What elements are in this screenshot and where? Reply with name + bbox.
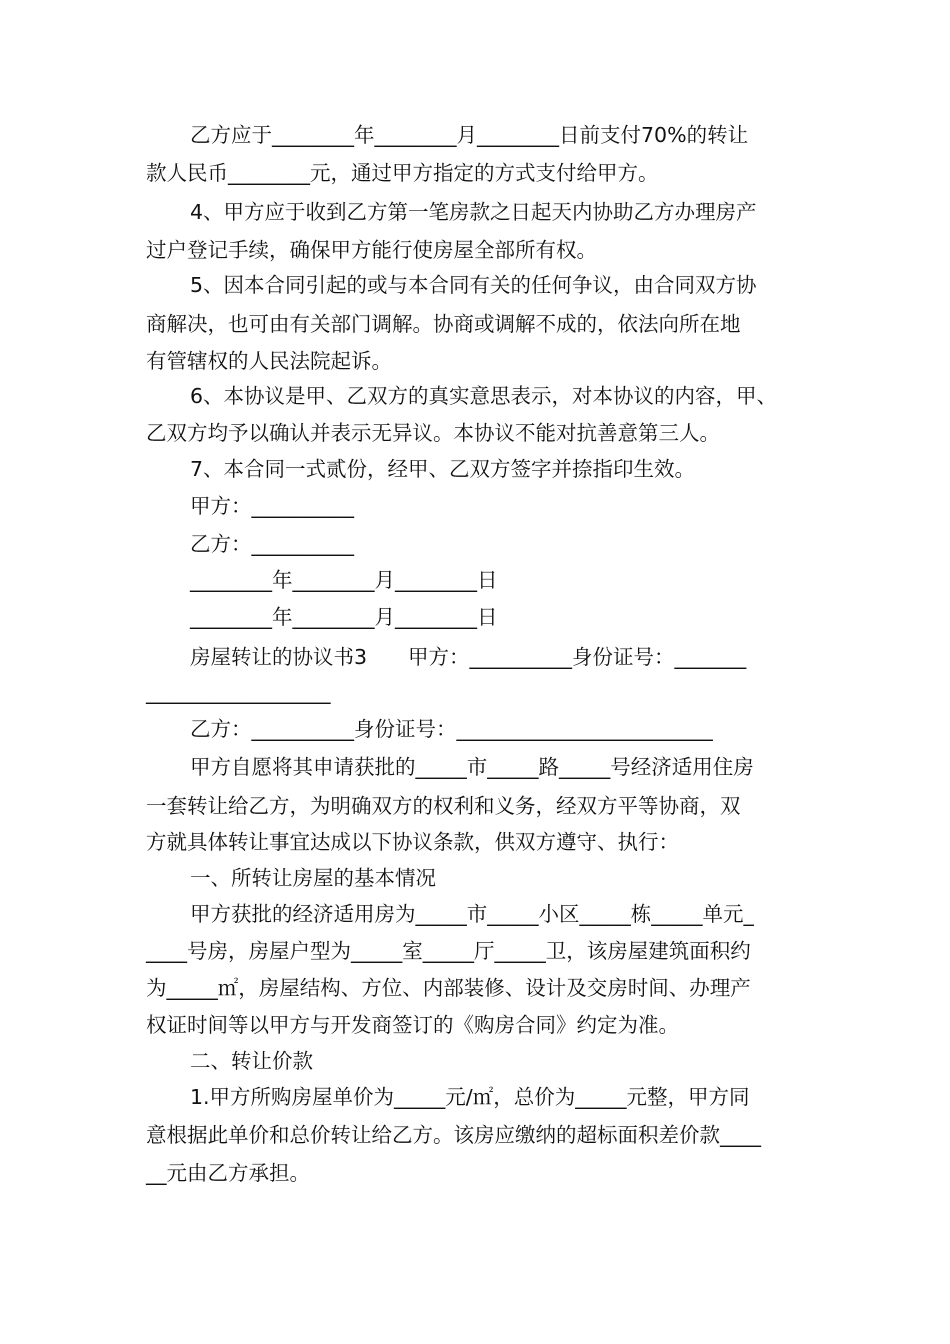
date-line: ________年________月________日 [190,568,498,592]
paragraph-line: __元由乙方承担。 [146,1161,310,1185]
date-line: ________年________月________日 [190,605,498,629]
paragraph-line: 款人民币________元，通过甲方指定的方式支付给甲方。 [146,161,659,185]
paragraph-line: 意根据此单价和总价转让给乙方。该房应缴纳的超标面积差价款____ [146,1123,761,1147]
paragraph-line: 有管辖权的人民法院起诉。 [146,349,392,373]
paragraph-line: 方就具体转让事宜达成以下协议条款，供双方遵守、执行： [146,830,679,854]
paragraph-line: 甲方获批的经济适用房为_____市_____小区_____栋_____单元_ [190,902,754,926]
paragraph-line: 权证时间等以甲方与开发商签订的《购房合同》约定为准。 [146,1013,679,1037]
section-heading: 一、所转让房屋的基本情况 [190,866,436,890]
paragraph-line: 5、因本合同引起的或与本合同有关的任何争议，由合同双方协 [190,273,757,297]
paragraph-line: 商解决，也可由有关部门调解。协商或调解不成的，依法向所在地 [146,312,741,336]
paragraph-line: 乙双方均予以确认并表示无异议。本协议不能对抗善意第三人。 [146,421,720,445]
paragraph-line: 7、本合同一式贰份，经甲、乙双方签字并捺指印生效。 [190,457,696,481]
paragraph-line: __________________ [146,680,331,704]
signature-line-party-b: 乙方：__________ [190,532,354,556]
paragraph-line: 一套转让给乙方，为明确双方的权利和义务，经双方平等协商，双 [146,794,741,818]
paragraph-line: 1.甲方所购房屋单价为_____元/㎡，总价为_____元整，甲方同 [190,1085,750,1109]
signature-line-party-a: 甲方：__________ [190,494,354,518]
paragraph-line: ____号房，房屋户型为_____室_____厅_____卫，该房屋建筑面积约 [146,939,751,963]
paragraph-line: 为_____㎡，房屋结构、方位、内部装修、设计及交房时间、办理产 [146,976,751,1000]
paragraph-line: 过户登记手续，确保甲方能行使房屋全部所有权。 [146,238,597,262]
section-heading: 二、转让价款 [190,1049,313,1073]
paragraph-line: 4、甲方应于收到乙方第一笔房款之日起天内协助乙方办理房产 [190,200,757,224]
section-heading-line: 房屋转让的协议书3 甲方：__________身份证号：_______ [190,645,747,669]
party-b-id-line: 乙方：__________身份证号：_________________________ [190,717,713,741]
paragraph-line: 6、本协议是甲、乙双方的真实意思表示，对本协议的内容，甲、 [190,384,778,408]
paragraph-line: 乙方应于________年________月________日前支付70%的转让 [190,123,749,147]
paragraph-line: 甲方自愿将其申请获批的_____市_____路_____号经济适用住房 [190,755,754,779]
